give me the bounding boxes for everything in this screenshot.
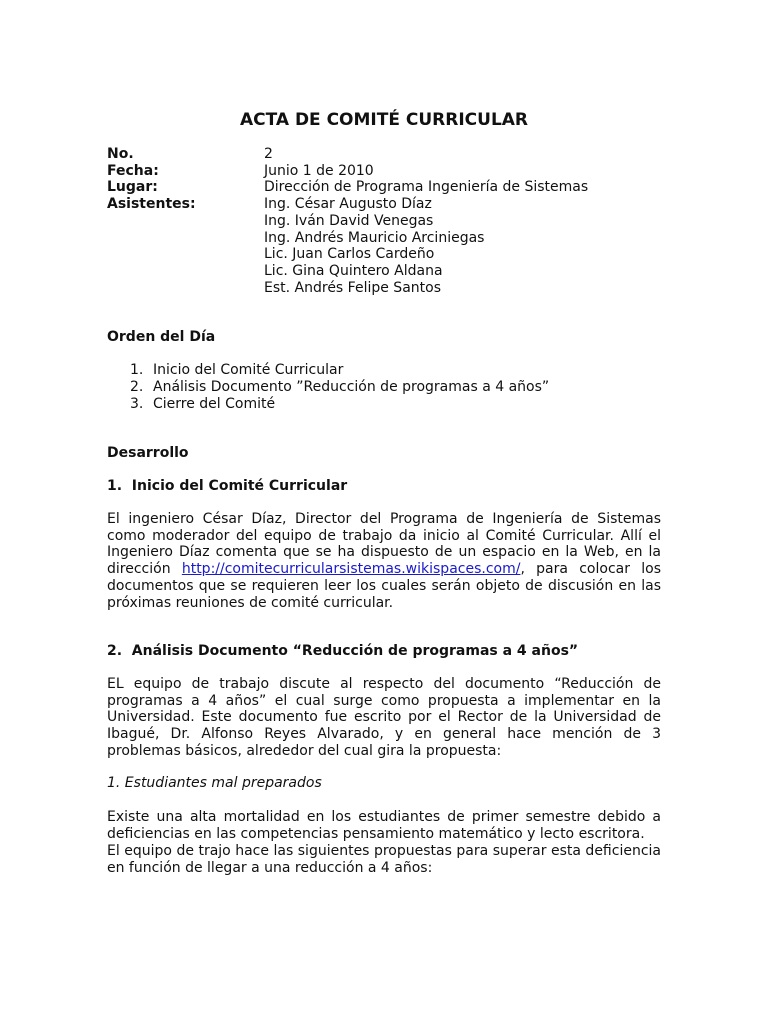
- fecha-label: Fecha:: [107, 162, 159, 179]
- asistente: Est. Andrés Felipe Santos: [264, 279, 441, 296]
- section2-paragraph: EL equipo de trabajo discute al respecto del documento “Reducción de programas a 4 años” el cual surge como propuesta a implementar en la Universidad. Este documento fue escrito por el Rector de la Universidad de Ibagué, Dr. Alfonso Reyes Alvarado, y en general hace mención de 3 problemas básicos, alrededor del cual gira la propuesta:: [107, 676, 661, 759]
- section1-heading: 1. Inicio del Comité Curricular: [107, 478, 348, 494]
- orden-heading: Orden del Día: [107, 329, 216, 345]
- no-label: No.: [107, 146, 134, 162]
- asistentes-list: [264, 196, 484, 296]
- asistente: Lic. Juan Carlos Cardeño: [264, 246, 435, 263]
- orden-item-number: 1.: [130, 362, 144, 378]
- asistente: Ing. Andrés Mauricio Arciniegas: [264, 229, 485, 246]
- asistentes-label: Asistentes:: [107, 196, 196, 213]
- section1-text-after: , para colocar los documentos que se requieren leer los cuales serán objeto de discusión en las próximas reuniones de comité curricular.: [107, 561, 661, 611]
- orden-item-number: 2.: [130, 379, 144, 395]
- orden-list: [130, 362, 549, 413]
- fecha-value: Junio 1 de 2010: [264, 162, 374, 179]
- orden-item-number: 3.: [130, 396, 144, 412]
- info-row-no: [107, 146, 588, 163]
- section2-heading: 2. Análisis Documento “Reducción de programas a 4 años”: [107, 643, 579, 659]
- orden-item: [130, 362, 549, 379]
- asistente: Lic. Gina Quintero Aldana: [264, 262, 443, 279]
- section2-subheading: 1. Estudiantes mal preparados: [107, 775, 322, 791]
- asistente: Ing. Iván David Venegas: [264, 212, 434, 229]
- section2-paragraph-2: Existe una alta mortalidad en los estudiantes de primer semestre debido a deficiencias en las competencias pensamiento matemático y lecto escritora.: [107, 809, 661, 842]
- desarrollo-heading: Desarrollo: [107, 445, 189, 461]
- wiki-link[interactable]: http://comitecurricularsistemas.wikispaces.com/: [181, 561, 521, 578]
- info-row-lugar: [107, 179, 588, 196]
- lugar-label: Lugar:: [107, 179, 158, 196]
- orden-item-text: Análisis Documento ”Reducción de programas a 4 años”: [153, 379, 550, 395]
- orden-item-text: Inicio del Comité Curricular: [153, 362, 344, 378]
- document-title: ACTA DE COMITÉ CURRICULAR: [239, 110, 529, 130]
- info-row-fecha: [107, 163, 588, 180]
- no-value: 2: [264, 146, 273, 162]
- section1-text-before: El ingeniero César Díaz, Director del Programa de Ingeniería de Sistemas como moderador del equipo de trabajo da inicio al Comité Curricular. Allí el Ingeniero Díaz comenta que se ha dispuesto de un espacio en la Web, en la dirección: [107, 511, 661, 578]
- orden-item-text: Cierre del Comité: [153, 396, 276, 412]
- lugar-value: Dirección de Programa Ingeniería de Sistemas: [264, 179, 589, 196]
- orden-item: [130, 396, 549, 413]
- info-row-asistentes: [107, 196, 588, 296]
- asistente: Ing. César Augusto Díaz: [264, 196, 432, 213]
- meeting-info: [107, 146, 588, 296]
- section1-paragraph: [107, 511, 661, 611]
- orden-item: [130, 379, 549, 396]
- section2-paragraph-3: El equipo de trajo hace las siguientes propuestas para superar esta deficiencia en función de llegar a una reducción a 4 años:: [107, 843, 661, 876]
